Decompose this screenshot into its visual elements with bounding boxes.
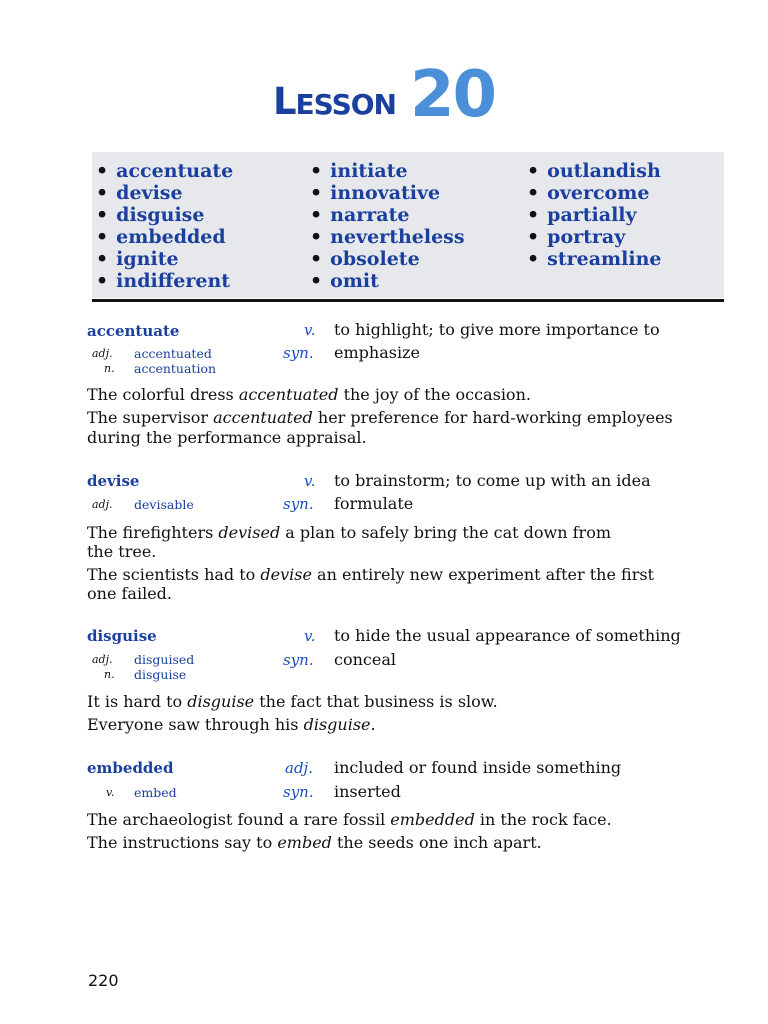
form-pos: adj. (92, 498, 113, 511)
example-sentence (87, 692, 498, 711)
example-sentence (87, 523, 611, 542)
example-text: during the performance appraisal. (87, 428, 367, 447)
form-word: disguise (134, 667, 187, 682)
example-keyword: embedded (390, 810, 475, 829)
example-text: It is hard to (87, 692, 188, 711)
form-pos: adj. (92, 347, 113, 360)
example-text: The colorful dress (87, 385, 239, 404)
example-keyword: devised (218, 523, 281, 542)
example-text: Everyone saw through his (87, 715, 304, 734)
word-list-item: • accentuate (96, 160, 233, 182)
example-text: The scientists had to (87, 565, 261, 584)
word-list-item: • partially (527, 204, 661, 226)
word-list-item: • streamline (527, 248, 661, 270)
example-sentence (87, 408, 673, 427)
example-keyword: devise (260, 565, 312, 584)
synonym: inserted (334, 782, 401, 801)
entry-word: embedded (87, 759, 174, 777)
form-word: devisable (134, 497, 194, 512)
entry-definition: to brainstorm; to come up with an idea (334, 471, 651, 490)
word-list-item: • obsolete (310, 248, 465, 270)
example-text: The archaeologist found a rare fossil (87, 810, 391, 829)
example-sentence (87, 810, 612, 829)
form-word: accentuation (134, 361, 217, 376)
entry-pos: v. (304, 627, 316, 645)
example-text: The instructions say to (87, 833, 278, 852)
example-text: the joy of the occasion. (338, 385, 531, 404)
example-sentence (87, 715, 376, 734)
page-number: 220 (88, 971, 119, 990)
word-list-item: • omit (310, 270, 465, 292)
form-word: accentuated (134, 346, 212, 361)
word-list-item: • portray (527, 226, 661, 248)
example-keyword: disguise (187, 692, 255, 711)
example-text: the fact that business is slow. (254, 692, 498, 711)
lesson-word-rest: ESSON (295, 88, 396, 121)
form-word: embed (134, 785, 177, 800)
word-list-item: • ignite (96, 248, 233, 270)
entry-word: accentuate (87, 322, 180, 340)
example-text: the tree. (87, 542, 157, 561)
synonym-label: syn. (283, 651, 314, 669)
word-list-divider (92, 299, 724, 302)
word-list-item: • initiate (310, 160, 465, 182)
synonym: conceal (334, 650, 396, 669)
word-list-item: • disguise (96, 204, 233, 226)
entry-pos: v. (304, 472, 316, 490)
form-pos: v. (106, 786, 115, 799)
word-list-item: • embedded (96, 226, 233, 248)
example-text: in the rock face. (474, 810, 612, 829)
example-text: . (370, 715, 376, 734)
lesson-number: 20 (409, 58, 496, 132)
synonym-label: syn. (283, 344, 314, 362)
synonym-label: syn. (283, 783, 314, 801)
word-list-column-2 (310, 160, 465, 292)
form-word: disguised (134, 652, 195, 667)
example-text: an entirely new experiment after the first (311, 565, 654, 584)
example-sentence (87, 565, 654, 584)
lesson-title (0, 58, 768, 132)
word-list-item: • indifferent (96, 270, 233, 292)
lesson-initial: L (272, 80, 296, 123)
example-keyword: accentuated (213, 408, 313, 427)
form-pos: n. (104, 668, 115, 681)
word-list-item: • narrate (310, 204, 465, 226)
synonym-label: syn. (283, 495, 314, 513)
example-sentence (87, 428, 367, 447)
entry-pos: v. (304, 321, 316, 339)
word-list-column-1 (96, 160, 233, 292)
entry-pos: adj. (285, 759, 313, 777)
word-list-item: • devise (96, 182, 233, 204)
entry-definition: to hide the usual appearance of something (334, 626, 681, 645)
example-text: one failed. (87, 584, 172, 603)
word-list-column-3 (527, 160, 661, 270)
form-pos: n. (104, 362, 115, 375)
word-list-item: • outlandish (527, 160, 661, 182)
word-list-item: • overcome (527, 182, 661, 204)
entry-definition: included or found inside something (334, 758, 622, 777)
example-sentence (87, 584, 172, 603)
example-sentence (87, 833, 542, 852)
entry-word: devise (87, 472, 140, 490)
word-list-item: • innovative (310, 182, 465, 204)
example-text: her preference for hard-working employees (312, 408, 673, 427)
example-keyword: accentuated (238, 385, 339, 404)
word-list-item: • nevertheless (310, 226, 465, 248)
example-sentence (87, 542, 156, 561)
entry-word: disguise (87, 627, 157, 645)
example-text: The supervisor (87, 408, 214, 427)
example-sentence (87, 385, 531, 404)
example-keyword: embed (277, 833, 332, 852)
form-pos: adj. (92, 653, 113, 666)
synonym: emphasize (334, 343, 420, 362)
example-keyword: disguise (303, 715, 371, 734)
entry-definition: to highlight; to give more importance to (334, 320, 660, 339)
synonym: formulate (334, 494, 414, 513)
example-text: a plan to safely bring the cat down from (280, 523, 611, 542)
example-text: the seeds one inch apart. (331, 833, 542, 852)
example-text: The firefighters (87, 523, 219, 542)
